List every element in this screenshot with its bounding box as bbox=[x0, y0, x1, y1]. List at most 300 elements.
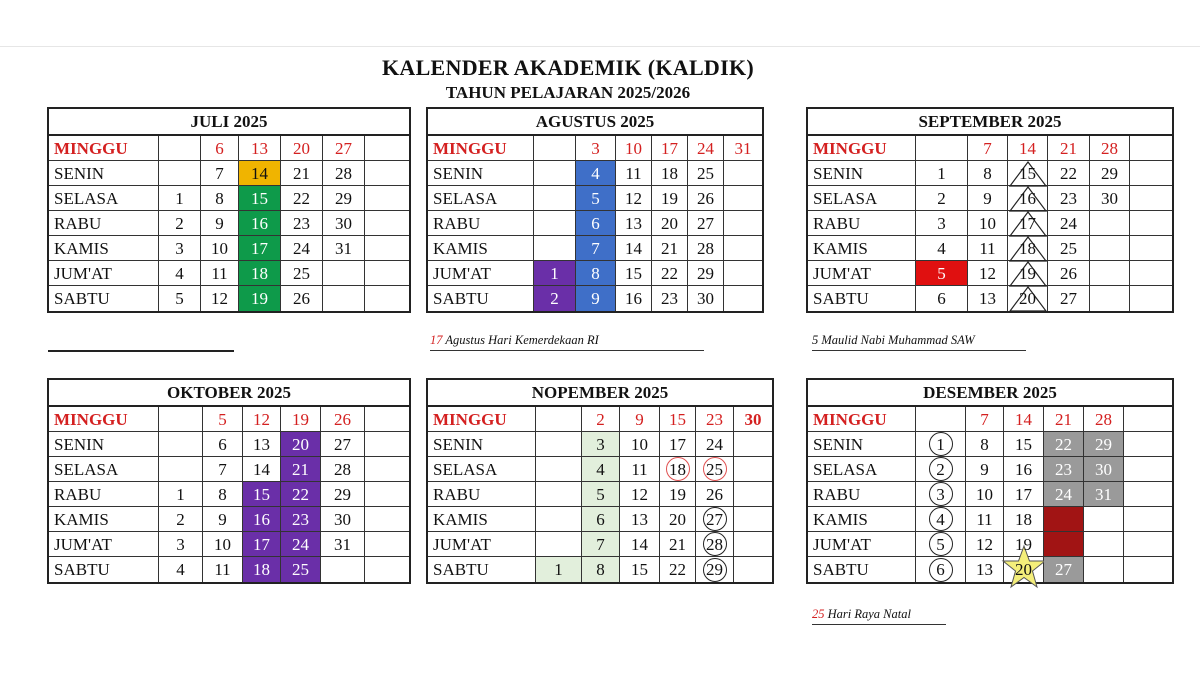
cell-text: 15 bbox=[631, 560, 648, 579]
cell-text: 15 bbox=[1019, 164, 1036, 183]
cell-text: 23 bbox=[661, 289, 678, 308]
cell-text: 28 bbox=[334, 460, 351, 479]
header-cell bbox=[321, 407, 365, 432]
cell-text: 26 bbox=[1060, 264, 1077, 283]
date-cell bbox=[660, 507, 696, 532]
date-cell bbox=[660, 532, 696, 557]
cell-text: 24 bbox=[292, 535, 309, 554]
cell-text: 18 bbox=[253, 560, 270, 579]
cell-text: 1 bbox=[554, 560, 563, 579]
date-cell bbox=[1004, 482, 1044, 507]
cell-text: 13 bbox=[976, 560, 993, 579]
cell-text: 18 bbox=[661, 164, 678, 183]
date-cell bbox=[321, 432, 365, 457]
holiday-note-text: Hari Raya Natal bbox=[827, 607, 911, 621]
date-cell bbox=[734, 432, 772, 457]
cell-text: MINGGU bbox=[813, 410, 887, 429]
date-cell bbox=[968, 286, 1008, 311]
cell-text: SELASA bbox=[433, 460, 498, 479]
day-label bbox=[428, 261, 534, 286]
cell-text: 9 bbox=[983, 189, 992, 208]
date-cell bbox=[323, 161, 365, 186]
cell-text: 6 bbox=[937, 289, 946, 308]
date-cell bbox=[660, 557, 696, 582]
date-cell bbox=[724, 286, 762, 311]
cell-text: 27 bbox=[334, 435, 351, 454]
cell-text: 31 bbox=[335, 239, 352, 258]
cell-text: 17 bbox=[1019, 214, 1036, 233]
date-cell bbox=[1084, 457, 1124, 482]
cell-text: 6 bbox=[218, 435, 227, 454]
date-cell bbox=[243, 532, 281, 557]
cell-text: 23 bbox=[706, 410, 723, 429]
cell-text: SENIN bbox=[433, 164, 484, 183]
date-cell bbox=[534, 161, 576, 186]
date-cell bbox=[321, 557, 365, 582]
cell-text: 4 bbox=[591, 164, 600, 183]
date-cell bbox=[966, 432, 1004, 457]
day-label bbox=[49, 482, 159, 507]
date-cell bbox=[281, 211, 323, 236]
date-cell bbox=[159, 236, 201, 261]
cell-text: SENIN bbox=[54, 435, 105, 454]
cell-text: 19 bbox=[292, 410, 309, 429]
cell-text: 25 bbox=[697, 164, 714, 183]
date-cell bbox=[1044, 432, 1084, 457]
cell-text: SABTU bbox=[433, 289, 489, 308]
header-cell bbox=[428, 407, 536, 432]
date-cell bbox=[688, 286, 724, 311]
date-cell bbox=[1004, 557, 1044, 582]
date-cell bbox=[536, 432, 582, 457]
cell-text: SENIN bbox=[813, 435, 864, 454]
cell-text: 27 bbox=[706, 510, 723, 529]
day-label bbox=[49, 161, 159, 186]
cell-text: 30 bbox=[744, 410, 762, 429]
cell-text: 19 bbox=[669, 485, 686, 504]
cell-text: 20 bbox=[669, 510, 686, 529]
month-title: DESEMBER 2025 bbox=[808, 380, 1172, 407]
date-cell bbox=[323, 261, 365, 286]
cell-text: SELASA bbox=[54, 189, 119, 208]
cell-text: 22 bbox=[293, 189, 310, 208]
cell-text: 19 bbox=[1019, 264, 1036, 283]
date-cell bbox=[916, 286, 968, 311]
date-cell bbox=[159, 482, 203, 507]
header-cell bbox=[696, 407, 734, 432]
date-cell bbox=[916, 532, 966, 557]
date-cell bbox=[201, 261, 239, 286]
cell-text: KAMIS bbox=[813, 510, 868, 529]
date-cell bbox=[576, 261, 616, 286]
cell-text: 29 bbox=[1101, 164, 1118, 183]
date-cell bbox=[582, 507, 620, 532]
date-cell bbox=[576, 236, 616, 261]
cell-text: SABTU bbox=[813, 289, 869, 308]
cell-text: 1 bbox=[176, 485, 185, 504]
date-cell bbox=[620, 557, 660, 582]
header-cell bbox=[49, 136, 159, 161]
cell-text: 8 bbox=[980, 435, 989, 454]
cell-text: 14 bbox=[251, 164, 268, 183]
date-cell bbox=[1048, 186, 1090, 211]
date-cell bbox=[159, 432, 203, 457]
cell-text: 25 bbox=[706, 460, 723, 479]
cell-text: 12 bbox=[211, 289, 228, 308]
cell-text: RABU bbox=[813, 485, 861, 504]
date-cell bbox=[620, 482, 660, 507]
date-cell bbox=[1084, 482, 1124, 507]
cell-text: 3 bbox=[937, 214, 946, 233]
date-cell bbox=[916, 186, 968, 211]
cell-text: 15 bbox=[253, 485, 270, 504]
cell-text: 12 bbox=[979, 264, 996, 283]
cell-text: 2 bbox=[176, 510, 185, 529]
date-cell bbox=[201, 161, 239, 186]
date-cell bbox=[243, 457, 281, 482]
date-cell bbox=[916, 261, 968, 286]
date-cell bbox=[1008, 236, 1048, 261]
date-cell bbox=[159, 161, 201, 186]
cell-text: 7 bbox=[983, 139, 992, 158]
cell-text: 13 bbox=[625, 214, 642, 233]
cell-text: 24 bbox=[706, 435, 723, 454]
cell-text: 13 bbox=[631, 510, 648, 529]
date-cell bbox=[243, 557, 281, 582]
cell-text: KAMIS bbox=[433, 239, 488, 258]
day-label bbox=[428, 457, 536, 482]
date-cell bbox=[616, 161, 652, 186]
date-cell bbox=[534, 186, 576, 211]
date-cell bbox=[1090, 161, 1130, 186]
date-cell bbox=[734, 507, 772, 532]
date-cell bbox=[159, 261, 201, 286]
date-cell bbox=[916, 507, 966, 532]
date-cell bbox=[159, 186, 201, 211]
cell-text: 25 bbox=[293, 264, 310, 283]
page-subtitle: TAHUN PELAJARAN 2025/2026 bbox=[445, 83, 691, 102]
day-label bbox=[808, 507, 916, 532]
header-cell bbox=[159, 136, 201, 161]
cell-text: SABTU bbox=[54, 560, 110, 579]
date-cell bbox=[1130, 161, 1172, 186]
date-cell bbox=[734, 457, 772, 482]
date-cell bbox=[696, 507, 734, 532]
date-cell bbox=[1124, 507, 1172, 532]
day-label bbox=[428, 507, 536, 532]
date-cell bbox=[321, 507, 365, 532]
date-cell bbox=[1008, 286, 1048, 311]
header-cell bbox=[365, 407, 409, 432]
holiday-note-number: 25 bbox=[812, 607, 825, 621]
cell-text: KAMIS bbox=[54, 239, 109, 258]
cell-text: 15 bbox=[251, 189, 268, 208]
header-cell bbox=[428, 136, 534, 161]
cell-text: 1 bbox=[937, 164, 946, 183]
cell-text: 17 bbox=[253, 535, 270, 554]
cell-text: 6 bbox=[591, 214, 600, 233]
day-label bbox=[428, 211, 534, 236]
cell-text: 2 bbox=[550, 289, 559, 308]
cell-text: 18 bbox=[1019, 239, 1036, 258]
cell-text: 28 bbox=[1095, 410, 1112, 429]
date-cell bbox=[1090, 286, 1130, 311]
cell-text: 28 bbox=[335, 164, 352, 183]
day-label bbox=[428, 557, 536, 582]
date-cell bbox=[536, 507, 582, 532]
month-title: SEPTEMBER 2025 bbox=[808, 109, 1172, 136]
date-cell bbox=[688, 211, 724, 236]
date-cell bbox=[582, 557, 620, 582]
date-cell bbox=[1090, 236, 1130, 261]
header-cell bbox=[1008, 136, 1048, 161]
cell-text: 20 bbox=[292, 435, 309, 454]
cell-text: RABU bbox=[433, 214, 481, 233]
cell-text: 8 bbox=[596, 560, 605, 579]
date-cell bbox=[916, 161, 968, 186]
day-label bbox=[428, 286, 534, 311]
cell-text: SELASA bbox=[813, 460, 878, 479]
cell-text: JUM'AT bbox=[433, 264, 491, 283]
date-cell bbox=[536, 557, 582, 582]
date-cell bbox=[1090, 261, 1130, 286]
date-cell bbox=[534, 261, 576, 286]
calendar-desember bbox=[806, 378, 1174, 584]
date-cell bbox=[968, 186, 1008, 211]
cell-text: 24 bbox=[1055, 485, 1072, 504]
date-cell bbox=[1124, 532, 1172, 557]
date-cell bbox=[724, 211, 762, 236]
date-cell bbox=[1084, 532, 1124, 557]
day-label bbox=[428, 482, 536, 507]
note-underline bbox=[812, 350, 1026, 351]
day-label bbox=[808, 286, 916, 311]
date-cell bbox=[1130, 211, 1172, 236]
date-cell bbox=[616, 236, 652, 261]
date-cell bbox=[159, 211, 201, 236]
cell-text: 9 bbox=[980, 460, 989, 479]
date-cell bbox=[365, 457, 409, 482]
date-cell bbox=[966, 457, 1004, 482]
day-label bbox=[808, 186, 916, 211]
cell-text: 12 bbox=[625, 189, 642, 208]
cell-text: SENIN bbox=[433, 435, 484, 454]
header-cell bbox=[323, 136, 365, 161]
cell-text: 8 bbox=[983, 164, 992, 183]
cell-text: 11 bbox=[979, 239, 996, 258]
date-cell bbox=[620, 457, 660, 482]
cell-text: 15 bbox=[625, 264, 642, 283]
cell-text: 13 bbox=[979, 289, 996, 308]
date-cell bbox=[203, 557, 243, 582]
date-cell bbox=[688, 236, 724, 261]
cell-text: MINGGU bbox=[54, 139, 128, 158]
date-cell bbox=[916, 557, 966, 582]
calendar-agustus bbox=[426, 107, 764, 313]
day-label bbox=[428, 161, 534, 186]
cell-text: 18 bbox=[251, 264, 268, 283]
cell-text: MINGGU bbox=[433, 410, 507, 429]
date-cell bbox=[1008, 261, 1048, 286]
day-label bbox=[49, 532, 159, 557]
header-cell bbox=[536, 407, 582, 432]
date-cell bbox=[365, 432, 409, 457]
date-cell bbox=[1124, 457, 1172, 482]
header-cell bbox=[365, 136, 409, 161]
header-cell bbox=[534, 136, 576, 161]
day-label bbox=[808, 557, 916, 582]
date-cell bbox=[1048, 211, 1090, 236]
date-cell bbox=[323, 236, 365, 261]
cell-text: SENIN bbox=[813, 164, 864, 183]
date-cell bbox=[688, 186, 724, 211]
day-label bbox=[49, 432, 159, 457]
date-cell bbox=[239, 261, 281, 286]
cell-text: JUM'AT bbox=[433, 535, 491, 554]
cell-text: 6 bbox=[215, 139, 224, 158]
date-cell bbox=[239, 236, 281, 261]
cell-text: 24 bbox=[1060, 214, 1077, 233]
holiday-note bbox=[812, 333, 975, 348]
date-cell bbox=[534, 236, 576, 261]
header-cell bbox=[620, 407, 660, 432]
date-cell bbox=[365, 261, 409, 286]
date-cell bbox=[201, 211, 239, 236]
date-cell bbox=[203, 457, 243, 482]
date-cell bbox=[652, 236, 688, 261]
date-cell bbox=[660, 457, 696, 482]
date-cell bbox=[652, 211, 688, 236]
day-label bbox=[49, 236, 159, 261]
day-label bbox=[808, 432, 916, 457]
cell-text: KAMIS bbox=[813, 239, 868, 258]
cell-text: 12 bbox=[976, 535, 993, 554]
date-cell bbox=[1130, 186, 1172, 211]
date-cell bbox=[281, 432, 321, 457]
cell-text: 8 bbox=[215, 189, 224, 208]
cell-text: 11 bbox=[976, 510, 993, 529]
date-cell bbox=[916, 236, 968, 261]
date-cell bbox=[1004, 432, 1044, 457]
month-title: NOPEMBER 2025 bbox=[428, 380, 772, 407]
cell-text: 20 bbox=[661, 214, 678, 233]
cell-text: 9 bbox=[635, 410, 644, 429]
cell-text: 5 bbox=[596, 485, 605, 504]
date-cell bbox=[281, 161, 323, 186]
date-cell bbox=[1004, 457, 1044, 482]
day-label bbox=[49, 457, 159, 482]
header-cell bbox=[1130, 136, 1172, 161]
cell-text: 2 bbox=[937, 189, 946, 208]
cell-text: 24 bbox=[697, 139, 714, 158]
cell-text: 22 bbox=[1060, 164, 1077, 183]
date-cell bbox=[1130, 261, 1172, 286]
date-cell bbox=[1004, 507, 1044, 532]
cell-text: 13 bbox=[253, 435, 270, 454]
cell-text: 23 bbox=[293, 214, 310, 233]
header-cell bbox=[1124, 407, 1172, 432]
header-cell bbox=[203, 407, 243, 432]
date-cell bbox=[321, 532, 365, 557]
page-title: KALENDER AKADEMIK (KALDIK) bbox=[381, 55, 755, 80]
cell-text: 23 bbox=[1060, 189, 1077, 208]
header-cell bbox=[159, 407, 203, 432]
cell-text: 22 bbox=[292, 485, 309, 504]
cell-text: 12 bbox=[631, 485, 648, 504]
date-cell bbox=[321, 457, 365, 482]
cell-text: SELASA bbox=[433, 189, 498, 208]
cell-text: 14 bbox=[1019, 139, 1036, 158]
cell-text: 30 bbox=[334, 510, 351, 529]
cell-text: 11 bbox=[625, 164, 642, 183]
date-cell bbox=[1048, 261, 1090, 286]
header-cell bbox=[916, 136, 968, 161]
cell-text: 26 bbox=[706, 485, 723, 504]
header-cell bbox=[239, 136, 281, 161]
cell-text: 5 bbox=[218, 410, 227, 429]
cell-text: 23 bbox=[292, 510, 309, 529]
date-cell bbox=[1044, 457, 1084, 482]
cell-text: RABU bbox=[813, 214, 861, 233]
date-cell bbox=[321, 482, 365, 507]
month-title: AGUSTUS 2025 bbox=[428, 109, 762, 136]
date-cell bbox=[916, 482, 966, 507]
cell-text: RABU bbox=[54, 485, 102, 504]
date-cell bbox=[536, 457, 582, 482]
day-label bbox=[49, 186, 159, 211]
calendar-september bbox=[806, 107, 1174, 313]
date-cell bbox=[1048, 286, 1090, 311]
header-cell bbox=[688, 136, 724, 161]
cell-text: 14 bbox=[253, 460, 270, 479]
header-cell bbox=[243, 407, 281, 432]
date-cell bbox=[620, 507, 660, 532]
date-cell bbox=[724, 186, 762, 211]
cell-text: 2 bbox=[596, 410, 605, 429]
date-cell bbox=[365, 286, 409, 311]
date-cell bbox=[281, 532, 321, 557]
date-cell bbox=[696, 557, 734, 582]
date-cell bbox=[281, 186, 323, 211]
cell-text: 10 bbox=[979, 214, 996, 233]
date-cell bbox=[239, 186, 281, 211]
day-label bbox=[428, 236, 534, 261]
date-cell bbox=[968, 161, 1008, 186]
day-label bbox=[808, 211, 916, 236]
date-cell bbox=[365, 161, 409, 186]
cell-text: 7 bbox=[218, 460, 227, 479]
cell-text: 1 bbox=[550, 264, 559, 283]
date-cell bbox=[203, 432, 243, 457]
cell-text: 29 bbox=[706, 560, 723, 579]
date-cell bbox=[536, 482, 582, 507]
date-cell bbox=[1048, 161, 1090, 186]
date-cell bbox=[968, 211, 1008, 236]
date-cell bbox=[281, 557, 321, 582]
cell-text: RABU bbox=[433, 485, 481, 504]
cell-text: 30 bbox=[1095, 460, 1112, 479]
cell-text: 20 bbox=[1015, 560, 1032, 579]
cell-text: 16 bbox=[1019, 189, 1036, 208]
cell-text: 30 bbox=[1101, 189, 1118, 208]
cell-text: SENIN bbox=[54, 164, 105, 183]
cell-text: JUM'AT bbox=[54, 535, 112, 554]
day-label bbox=[49, 507, 159, 532]
cell-text: 14 bbox=[625, 239, 642, 258]
date-cell bbox=[724, 161, 762, 186]
cell-text: KAMIS bbox=[433, 510, 488, 529]
cell-text: 16 bbox=[251, 214, 268, 233]
